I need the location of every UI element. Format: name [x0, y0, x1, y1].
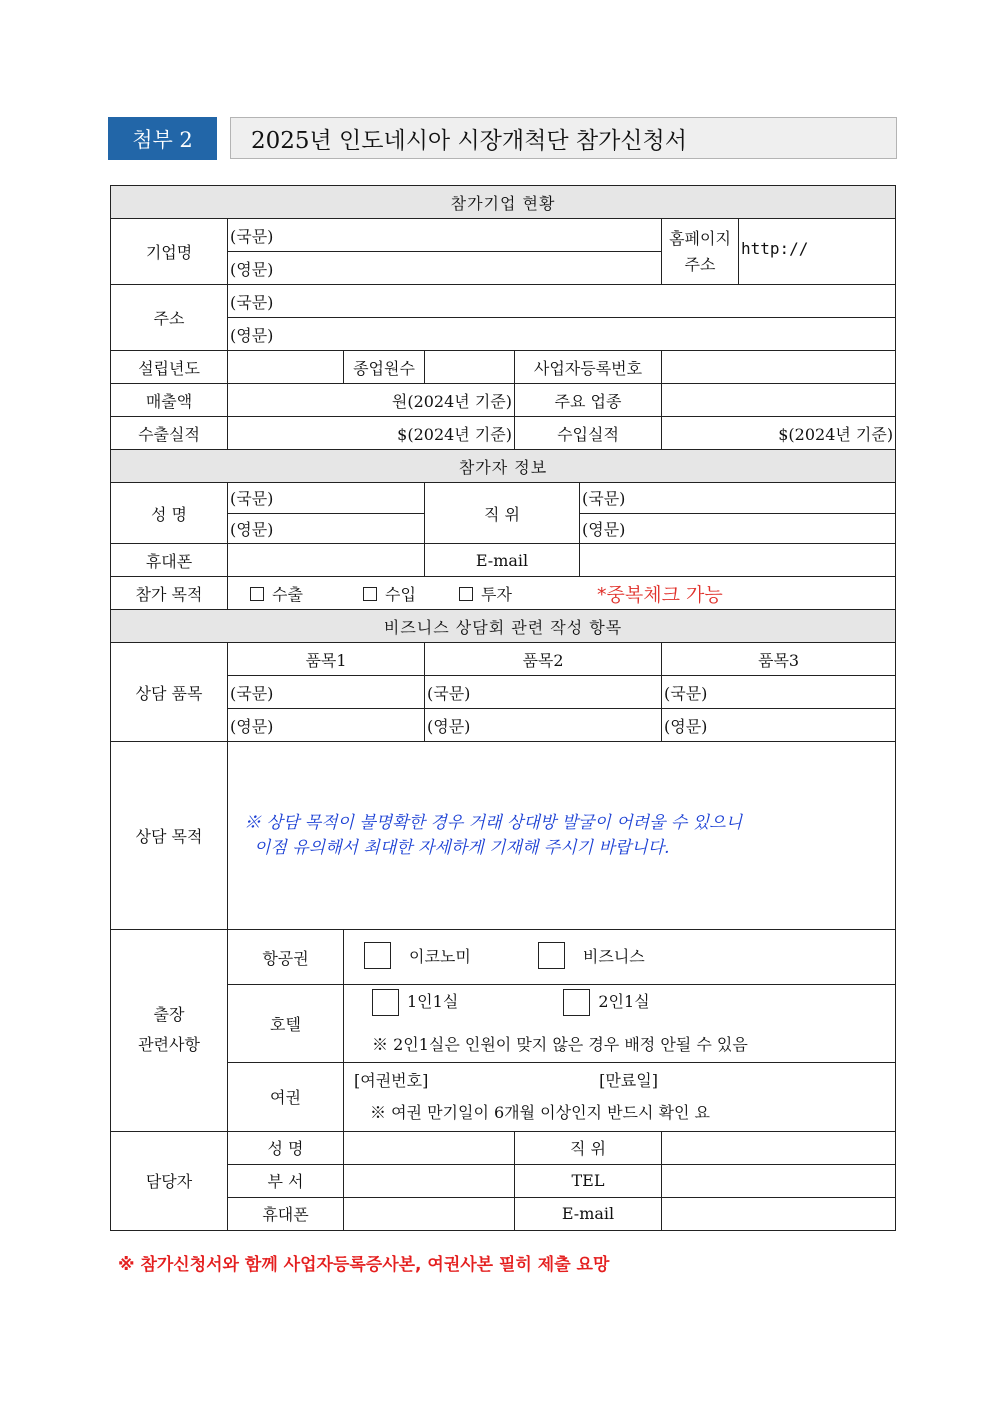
- item1-header: 품목1: [228, 643, 425, 676]
- section-participant: 참가자 정보: [111, 450, 896, 483]
- main-biz-input[interactable]: [662, 384, 896, 417]
- hotel-label: 호텔: [228, 985, 344, 1063]
- checkbox-icon[interactable]: [364, 942, 391, 969]
- purpose-export-label: 수출: [272, 585, 303, 604]
- checkbox-icon[interactable]: [459, 587, 473, 601]
- passport-fields[interactable]: [344, 1062, 896, 1131]
- page-title: 2025년 인도네시아 시장개척단 참가신청서: [230, 117, 897, 159]
- company-name-label: 기업명: [111, 219, 228, 285]
- biz-reg-label: 사업자등록번호: [515, 351, 662, 384]
- passport-label: 여권: [228, 1062, 344, 1131]
- section-business: 비즈니스 상담회 관련 작성 항목: [111, 610, 896, 643]
- export-input[interactable]: $(2024년 기준): [228, 417, 515, 450]
- flight-economy-label: 이코노미: [409, 946, 471, 966]
- employees-input[interactable]: [425, 351, 515, 384]
- application-form: [110, 185, 896, 1231]
- contact-name-label: 성 명: [228, 1131, 344, 1164]
- flight-business-option[interactable]: [538, 942, 645, 969]
- item2-korean[interactable]: (국문): [425, 676, 662, 709]
- homepage-label: [662, 219, 739, 285]
- item2-english[interactable]: (영문): [425, 709, 662, 742]
- item3-english[interactable]: (영문): [662, 709, 896, 742]
- flight-business-label: 비즈니스: [582, 946, 645, 966]
- contact-dept-input[interactable]: [344, 1164, 515, 1197]
- hotel-note: ※ 2인1실은 인원이 맞지 않은 경우 배정 안될 수 있음: [372, 1034, 748, 1054]
- participant-mobile-label: 휴대폰: [111, 544, 228, 577]
- contact-label: 담당자: [111, 1131, 228, 1230]
- participant-position-label: 직 위: [425, 483, 580, 544]
- address-label: 주소: [111, 285, 228, 351]
- purpose-invest-label: 투자: [481, 585, 512, 604]
- hotel-single-label: 1인1실: [407, 992, 459, 1011]
- sales-input[interactable]: 원(2024년 기준): [228, 384, 515, 417]
- travel-label-line2: 관련사항: [138, 1035, 200, 1055]
- contact-mobile-label: 휴대폰: [228, 1197, 344, 1230]
- import-input[interactable]: $(2024년 기준): [662, 417, 896, 450]
- item1-korean[interactable]: (국문): [228, 676, 425, 709]
- biz-reg-input[interactable]: [662, 351, 896, 384]
- participant-name-korean[interactable]: (국문): [228, 483, 425, 514]
- flight-economy-option[interactable]: [364, 942, 471, 969]
- checkbox-icon[interactable]: [563, 989, 590, 1016]
- contact-email-input[interactable]: [662, 1197, 896, 1230]
- travel-label: [111, 930, 228, 1132]
- flight-options: [344, 930, 896, 985]
- travel-label-line1: 출장: [153, 1005, 185, 1025]
- checkbox-icon[interactable]: [363, 587, 377, 601]
- hotel-double-option[interactable]: [563, 985, 649, 1019]
- purpose-invest-option[interactable]: [459, 582, 512, 605]
- checkbox-icon[interactable]: [538, 942, 565, 969]
- company-name-english[interactable]: (영문): [228, 252, 662, 285]
- homepage-label-line2: 주소: [684, 254, 716, 274]
- hotel-single-option[interactable]: [372, 985, 458, 1019]
- contact-name-input[interactable]: [344, 1131, 515, 1164]
- duplicate-check-note: *중복체크 가능: [597, 583, 723, 606]
- contact-mobile-input[interactable]: [344, 1197, 515, 1230]
- import-label: 수입실적: [515, 417, 662, 450]
- company-name-korean[interactable]: (국문): [228, 219, 662, 252]
- participant-mobile-input[interactable]: [228, 544, 425, 577]
- address-korean[interactable]: (국문): [228, 285, 896, 318]
- contact-position-label: 직 위: [515, 1131, 662, 1164]
- passport-expiry-label: [만료일]: [599, 1070, 658, 1090]
- attachment-badge: 첨부 2: [108, 117, 217, 160]
- items-label: 상담 품목: [111, 643, 228, 742]
- homepage-label-line1: 홈페이지: [669, 228, 731, 248]
- submission-note: ※ 참가신청서와 함께 사업자등록증사본, 여권사본 필히 제출 요망: [118, 1255, 610, 1275]
- contact-position-input[interactable]: [662, 1131, 896, 1164]
- purpose-label: 참가 목적: [111, 577, 228, 610]
- item3-header: 품목3: [662, 643, 896, 676]
- contact-tel-label: TEL: [515, 1164, 662, 1197]
- item2-header: 품목2: [425, 643, 662, 676]
- consult-purpose-input[interactable]: [228, 742, 896, 930]
- contact-tel-input[interactable]: [662, 1164, 896, 1197]
- participant-position-english[interactable]: (영문): [580, 513, 896, 544]
- item1-english[interactable]: (영문): [228, 709, 425, 742]
- founded-label: 설립년도: [111, 351, 228, 384]
- hotel-options: [344, 985, 896, 1063]
- purpose-export-option[interactable]: [250, 582, 303, 605]
- hotel-double-label: 2인1실: [598, 992, 650, 1011]
- contact-email-label: E-mail: [515, 1197, 662, 1230]
- participant-position-korean[interactable]: (국문): [580, 483, 896, 514]
- purpose-import-label: 수입: [385, 585, 416, 604]
- flight-label: 항공권: [228, 930, 344, 985]
- consult-purpose-label: 상담 목적: [111, 742, 228, 930]
- participant-email-label: E-mail: [425, 544, 580, 577]
- passport-note: ※ 여권 만기일이 6개월 이상인지 반드시 확인 요: [370, 1102, 710, 1122]
- checkbox-icon[interactable]: [372, 989, 399, 1016]
- checkbox-icon[interactable]: [250, 587, 264, 601]
- passport-number-label: [여권번호]: [354, 1070, 429, 1090]
- founded-input[interactable]: [228, 351, 344, 384]
- section-company: 참가기업 현황: [111, 186, 896, 219]
- address-english[interactable]: (영문): [228, 318, 896, 351]
- employees-label: 종업원수: [344, 351, 425, 384]
- homepage-input[interactable]: http://: [739, 219, 896, 285]
- export-label: 수출실적: [111, 417, 228, 450]
- participant-name-english[interactable]: (영문): [228, 513, 425, 544]
- consult-purpose-note-2: 이점 유의해서 최대한 자세하게 기재해 주시기 바랍니다.: [254, 837, 670, 858]
- participant-name-label: 성 명: [111, 483, 228, 544]
- contact-dept-label: 부 서: [228, 1164, 344, 1197]
- purpose-import-option[interactable]: [363, 582, 416, 605]
- participant-email-input[interactable]: [580, 544, 896, 577]
- purpose-options: [228, 577, 896, 610]
- sales-label: 매출액: [111, 384, 228, 417]
- consult-purpose-note-1: ※ 상담 목적이 불명확한 경우 거래 상대방 발굴이 어려울 수 있으니: [244, 812, 743, 833]
- item3-korean[interactable]: (국문): [662, 676, 896, 709]
- main-biz-label: 주요 업종: [515, 384, 662, 417]
